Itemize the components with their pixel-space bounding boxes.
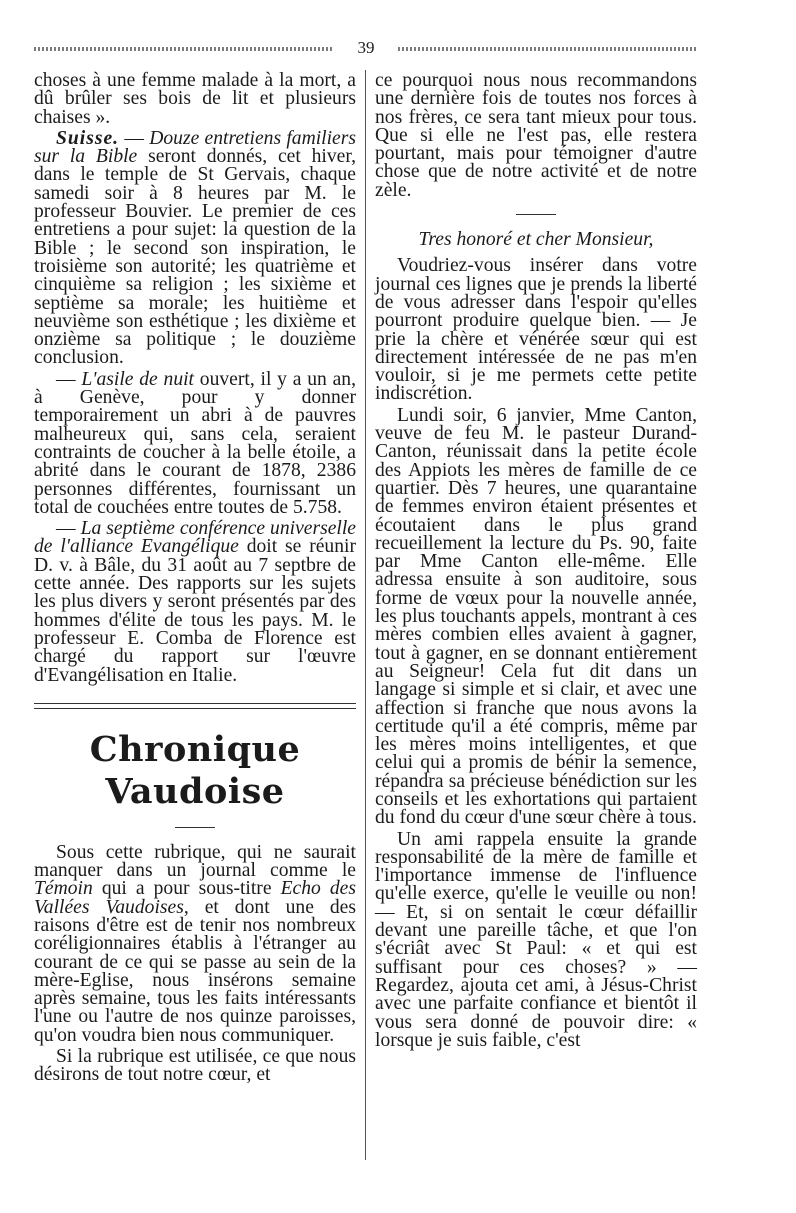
short-divider	[516, 214, 556, 215]
journal-subtitle: Echo des Vallées Vaudoises	[34, 878, 356, 918]
paragraph: Lundi soir, 6 janvier, Mme Canton, veuve de feu M. le pasteur Durand-Canton, réunissait dans la petite école des Appiots les mères de famille de ce quartier. Dès 7 heures, une quarantaine de femmes environ étaient présentes et écoutaient dans le plus grand recueillement la lecture du Ps. 90, faite par Mme Canton elle-même. Elle adressa ensuite à son auditoire, sous forme de vœux pour la nouvelle année, les plus touchants appels, montrant à ces mères combien elles avaient à gagner, tout à gagner, en se donnant entièrement au Seigneur! Cela fut dit dans un langage si simple et si clair, et avec une affection si franche que nous avons la certitude qu'il a été compris, même par les mères moins intelligentes, et que celui qui a promis de bénir la semence, répandra sa précieuse bénédiction sur les conseils et les exhortations qui partaient du fond du cœur d'une sœur chère à tous.	[375, 404, 697, 829]
item-title: Douze entretiens familiers sur la Bible	[34, 127, 356, 168]
page-number: 39	[357, 38, 375, 57]
letter-salutation: Tres honoré et cher Monsieur,	[418, 229, 654, 251]
column-divider	[365, 70, 366, 1160]
paragraph: choses à une femme malade à la mort, a dû brûler ses bois de lit et plusieurs chaises ».	[34, 70, 356, 128]
item-title: L'asile de nuit	[81, 368, 194, 390]
section-lead: Suisse.	[56, 127, 120, 149]
paragraph-suisse: Suisse. — Douze entretiens familiers sur la Bible seront donnés, cet hiver, dans le temple de St Gervais, chaque samedi soir à 8 heures par M. le professeur Bouvier. Le premier de ces entretiens a pour sujet: la question de la Bible ; le second son inspiration, le troisième son autorité; les quatrième et cinquième sa religion ; les sixième et septième sa morale; les huitième et neuvième son esthétique ; les dixième et onzième sa politique ; le douzième conclusion.	[34, 127, 356, 369]
short-divider	[175, 827, 215, 828]
right-column	[375, 72, 697, 1053]
section-divider	[34, 703, 356, 709]
header-ornament-right	[398, 47, 698, 51]
journal-name: Témoin	[34, 878, 93, 900]
item-title: La septième conférence universelle de l'alliance Evangélique	[34, 518, 356, 558]
section-title: Chronique Vaudoise	[89, 728, 301, 812]
left-column	[34, 72, 356, 1088]
paragraph: Un ami rappela ensuite la grande responsabilité de la mère de famille et l'importance immense de l'influence qu'elle exerce, qu'elle le veuille ou non! — Et, si on sentait le cœur défaillir devant une pareille tâche, et que l'on s'écriât avec St Paul: « et qui est suffisant pour ces choses? » — Regardez, ajouta cet ami, à Jésus-Christ avec une parfaite confiance et bientôt il vous sera donné de pouvoir dire: « lorsque je suis faible, c'est	[375, 828, 697, 1051]
paragraph-rubrique: Sous cette rubrique, qui ne saurait manquer dans un journal comme le Témoin qui a pour sous-titre Echo des Vallées Vaudoises, et dont une des raisons d'être est de tenir nos nombreux coréligionnaires établis à l'étranger au courant de ce qui se passe au sein de la mère-Eglise, nous insérons semaine après semaine, tous les faits intéressants l'une ou l'autre de nos quinze paroisses, qu'on voudra bien nous communiquer.	[34, 841, 356, 1046]
header-ornament-left	[34, 47, 334, 51]
paragraph: Voudriez-vous insérer dans votre journal ces lignes que je prends la liberté de vous adresser dans l'espoir qu'elles pourront produire quelque bien. — Je prie la chère et vénérée sœur qui est directement intéressée de ne pas m'en vouloir, si je me permets cette petite indiscrétion.	[375, 255, 697, 405]
paragraph: ce pourquoi nous nous recommandons une dernière fois de toutes nos forces à nos frères, ce sera tant mieux pour tous. Que si elle ne l'est pas, elle restera pourtant, mais pour témoigner d'autre chose que de notre activité et de notre zèle.	[375, 70, 697, 201]
page-header	[34, 38, 698, 58]
paragraph: Si la rubrique est utilisée, ce que nous désirons de tout notre cœur, et	[34, 1046, 356, 1086]
paragraph-asile: — L'asile de nuit ouvert, il y a un an, à Genève, pour y donner temporairement un abri à de pauvres malheureux qui, sans cela, seraient contraints de coucher à la belle étoile, a abrité dans le courant de 1878, 2386 personnes différentes, fournissant un total de couchées entre toutes de 5.758.	[34, 368, 356, 518]
paragraph-conference: — La septième conférence universelle de l'alliance Evangélique doit se réunir D. v. à Bâle, du 31 août au 7 septbre de cette année. Des rapports sur les sujets les plus divers y seront présentés par des hommes d'élite de tous les pays. M. le professeur E. Comba de Florence est chargé du rapport sur l'œuvre d'Evangélisation en Italie.	[34, 518, 356, 686]
